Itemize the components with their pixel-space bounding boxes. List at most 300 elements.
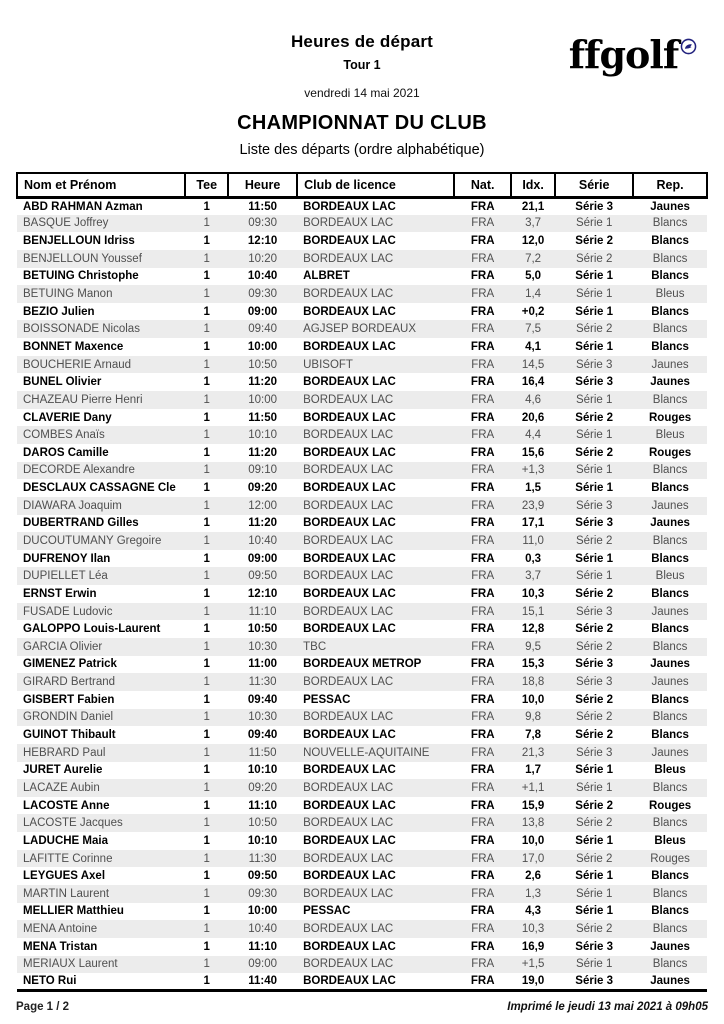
cell-nationality: FRA [470,200,495,213]
cell-time: 09:40 [247,693,278,706]
cell-time: 10:50 [248,358,278,371]
cell-nationality: FRA [470,376,495,389]
cell-club: PESSAC [303,693,351,706]
cell-index: 7,5 [525,323,542,336]
cell-club: BORDEAUX LAC [303,305,396,318]
cell-series: Série 1 [575,905,614,918]
table-row [17,462,707,480]
cell-club: PESSAC [303,905,351,918]
cell-club: BORDEAUX LAC [303,288,394,301]
cell-series: Série 1 [575,340,614,353]
cell-nationality: FRA [471,288,495,301]
cell-club: BORDEAUX LAC [303,570,394,583]
cell-tees-color: Jaunes [651,358,689,371]
cell-nationality: FRA [470,658,495,671]
cell-nationality: FRA [471,887,495,900]
cell-name: MARTIN Laurent [23,887,110,900]
cell-nationality: FRA [471,323,495,336]
cell-tees-color: Blancs [651,482,689,495]
cell-nationality: FRA [471,252,495,265]
cell-tee: 1 [203,464,210,477]
cell-tees-color: Blancs [651,235,689,248]
cell-club: BORDEAUX LAC [303,923,394,936]
cell-name: DUPIELLET Léa [23,570,108,583]
column-header-index: Idx. [511,173,555,197]
cell-index: +0,2 [521,305,545,318]
table-row [17,814,707,832]
cell-club: BORDEAUX LAC [303,781,394,794]
cell-name: DUCOUTUMANY Gregoire [23,534,162,547]
cell-time: 10:00 [248,393,278,406]
cell-tees-color: Blancs [651,305,689,318]
cell-series: Série 3 [575,605,613,618]
cell-time: 12:00 [248,499,278,512]
cell-tee: 1 [203,711,210,724]
cell-index: 12,0 [521,235,545,248]
document-footer [16,1001,708,1013]
cell-nationality: FRA [471,464,495,477]
table-row [17,956,707,974]
cell-tee: 1 [203,270,210,283]
cell-time: 11:00 [248,658,278,671]
cell-club: BORDEAUX LAC [303,482,396,495]
cell-tee: 1 [203,693,210,706]
event-subtitle: Liste des départs (ordre alphabétique) [239,142,485,158]
cell-nationality: FRA [470,446,495,459]
cell-club: BORDEAUX LAC [303,200,396,213]
cell-nationality: FRA [471,429,495,442]
cell-tee: 1 [203,817,210,830]
cell-tee: 1 [203,781,210,794]
cell-name: BEZIO Julien [23,305,95,318]
cell-index: 4,1 [525,340,542,353]
table-header-row [17,173,707,197]
table-row [17,744,707,762]
cell-club: BORDEAUX LAC [297,973,454,991]
cell-tee: 1 [203,870,210,883]
cell-tee: 1 [203,376,210,389]
cell-name: BASQUE Joffrey [23,217,109,230]
cell-tee: 1 [203,676,210,689]
cell-club: BORDEAUX LAC [303,252,394,265]
cell-tee: 1 [203,729,210,742]
cell-name: GISBERT Fabien [23,693,115,706]
cell-club: UBISOFT [303,358,353,371]
cell-nationality: FRA [470,905,495,918]
cell-series: Série 1 [575,393,613,406]
cell-tees-color: Blancs [651,587,689,600]
table-row [17,197,707,215]
cell-index: 21,3 [521,746,545,759]
cell-time: 11:20 [248,446,278,459]
cell-series: Série 3 [555,973,633,991]
cell-tee: 1 [203,852,210,865]
cell-club: BORDEAUX LAC [303,464,394,477]
cell-tees-color: Jaunes [650,376,690,389]
cell-name: HEBRARD Paul [23,746,106,759]
cell-club: BORDEAUX LAC [303,729,396,742]
cell-index: 10,3 [521,587,545,600]
cell-tees-color: Blancs [652,393,688,406]
cell-tees-color: Blancs [651,552,689,565]
cell-series: Série 3 [575,676,613,689]
cell-series: Série 2 [575,729,614,742]
cell-nationality: FRA [470,729,495,742]
cell-club: BORDEAUX LAC [303,834,396,847]
cell-time: 10:50 [247,623,278,636]
cell-club: TBC [303,640,327,653]
cell-time: 09:40 [247,729,278,742]
cell-index: 7,2 [525,252,542,265]
cell-index: 15,6 [521,446,545,459]
cell-club: BORDEAUX LAC [303,711,394,724]
cell-tees-color: Blancs [652,887,688,900]
cell-time: 12:10 [247,235,278,248]
cell-nationality: FRA [470,693,495,706]
cell-name: BENJELLOUN Youssef [23,252,142,265]
cell-time: 11:50 [248,200,278,213]
cell-tee: 1 [203,640,210,653]
cell-tee: 1 [203,482,210,495]
cell-tees-color: Blancs [652,217,688,230]
cell-index: +1,3 [521,464,545,477]
cell-time: 11:10 [248,940,278,953]
cell-nationality: FRA [470,517,495,530]
cell-tees-color: Blancs [651,693,689,706]
cell-club: BORDEAUX LAC [303,393,394,406]
cell-nationality: FRA [471,605,495,618]
cell-series: Série 3 [575,658,614,671]
cell-tee: 1 [203,393,210,406]
cell-name: LADUCHE Maia [23,834,108,847]
start-list-body [17,197,707,991]
cell-index: 4,3 [525,905,542,918]
cell-series: Série 1 [575,781,613,794]
cell-name: GRONDIN Daniel [23,711,114,724]
cell-time: 09:10 [248,464,278,477]
cell-index: 2,6 [525,870,542,883]
cell-club: BORDEAUX LAC [303,499,394,512]
cell-tees-color: Blancs [651,270,689,283]
table-row [17,320,707,338]
table-row [17,885,707,903]
column-header-tee: Tee [185,173,228,197]
cell-series: Série 1 [575,288,613,301]
cell-tees-color: Bleus [654,764,686,777]
cell-series: Série 2 [575,323,613,336]
cell-index: 9,5 [525,640,542,653]
cell-club: BORDEAUX LAC [303,887,394,900]
cell-time: 11:20 [248,376,278,389]
ffgolf-rooster-icon [680,38,697,55]
cell-tees-color: Blancs [651,623,689,636]
cell-tees-color: Jaunes [633,973,707,991]
cell-tees-color: Jaunes [651,499,689,512]
table-row [17,479,707,497]
cell-tees-color: Blancs [651,870,689,883]
cell-time: 10:30 [248,640,278,653]
table-row [17,903,707,921]
cell-series: Série 2 [575,235,614,248]
cell-tees-color: Rouges [648,446,692,459]
cell-index: 17,1 [521,517,545,530]
cell-nationality: FRA [471,676,495,689]
ffgolf-logo [558,24,708,86]
cell-index: 23,9 [521,499,545,512]
cell-time: 10:10 [248,429,278,442]
table-row [17,726,707,744]
cell-tee: 1 [203,905,210,918]
cell-name: NETO Rui [17,973,185,991]
cell-index: +1,1 [521,781,545,794]
cell-index: 1,7 [525,764,542,777]
cell-index: 0,3 [525,552,542,565]
cell-club: BORDEAUX LAC [303,870,396,883]
cell-series: Série 1 [575,429,613,442]
cell-name: BOUCHERIE Arnaud [23,358,132,371]
cell-tee: 1 [203,923,210,936]
cell-tees-color: Jaunes [650,517,690,530]
cell-time: 10:00 [247,905,278,918]
cell-nationality: FRA [454,973,511,991]
cell-series: Série 1 [575,887,613,900]
cell-time: 09:20 [248,781,278,794]
cell-tee: 1 [203,834,210,847]
cell-name: BUNEL Olivier [23,376,102,389]
cell-tee: 1 [203,605,210,618]
table-row [17,444,707,462]
column-header-name: Nom et Prénom [17,173,185,197]
table-row [17,532,707,550]
cell-name: LACAZE Aubin [23,781,100,794]
cell-nationality: FRA [470,270,495,283]
cell-tees-color: Blancs [651,340,689,353]
cell-name: GARCIA Olivier [23,640,103,653]
cell-time: 09:00 [248,958,278,971]
cell-series: Série 2 [575,623,614,636]
cell-series: Série 1 [575,305,614,318]
table-row [17,391,707,409]
cell-time: 10:30 [248,711,278,724]
cell-tee: 1 [203,799,210,812]
cell-time: 09:00 [247,305,278,318]
column-header-nationality: Nat. [454,173,511,197]
cell-series: Série 1 [575,552,614,565]
cell-series: Série 2 [575,693,614,706]
cell-time: 10:40 [247,270,278,283]
cell-series: Série 3 [575,517,614,530]
cell-club: BORDEAUX METROP [303,658,422,671]
cell-name: DUBERTRAND Gilles [23,517,139,530]
cell-tee: 1 [203,764,210,777]
cell-time: 10:50 [248,817,278,830]
cell-time: 09:50 [248,570,278,583]
cell-club: BORDEAUX LAC [303,623,396,636]
cell-index: 19,0 [511,973,555,991]
cell-nationality: FRA [470,411,495,424]
cell-series: Série 1 [575,270,614,283]
cell-nationality: FRA [471,217,495,230]
cell-time: 10:40 [248,534,278,547]
cell-tee: 1 [203,429,210,442]
cell-series: Série 2 [575,711,613,724]
cell-nationality: FRA [471,534,495,547]
cell-index: 1,4 [525,288,542,301]
cell-name: GIRARD Bertrand [23,676,116,689]
cell-club: NOUVELLE-AQUITAINE [303,746,430,759]
cell-index: 3,7 [525,570,542,583]
cell-series: Série 1 [575,464,613,477]
cell-series: Série 2 [575,817,613,830]
cell-nationality: FRA [471,817,495,830]
cell-name: DESCLAUX CASSAGNE Cle [23,482,176,495]
cell-time: 12:10 [247,587,278,600]
table-row [17,762,707,780]
cell-time: 09:30 [248,887,278,900]
cell-club: BORDEAUX LAC [303,446,396,459]
cell-tees-color: Blancs [651,729,689,742]
table-row [17,709,707,727]
cell-tee: 1 [203,323,210,336]
cell-time: 10:10 [247,764,278,777]
cell-index: 16,9 [521,940,545,953]
cell-series: Série 1 [575,764,614,777]
cell-name: MELLIER Matthieu [23,905,124,918]
cell-club: AGJSEP BORDEAUX [303,323,417,336]
cell-index: 20,6 [521,411,545,424]
cell-series: Série 3 [575,200,614,213]
cell-tees-color: Jaunes [650,658,690,671]
cell-club: BORDEAUX LAC [303,517,396,530]
cell-tees-color: Jaunes [651,605,689,618]
cell-series: Série 3 [575,376,614,389]
cell-nationality: FRA [470,623,495,636]
table-row [17,938,707,956]
cell-tee: 1 [203,446,210,459]
cell-tee: 1 [203,517,210,530]
column-header-tees-color: Rep. [633,173,707,197]
cell-time: 09:00 [247,552,278,565]
table-row [17,603,707,621]
cell-name: FUSADE Ludovic [23,605,113,618]
table-row [17,567,707,585]
cell-tees-color: Blancs [652,252,688,265]
cell-series: Série 1 [575,834,614,847]
table-row [17,426,707,444]
table-row [17,250,707,268]
cell-index: 15,1 [521,605,545,618]
cell-tees-color: Rouges [648,411,692,424]
cell-series: Série 1 [575,217,613,230]
cell-nationality: FRA [471,393,495,406]
cell-tees-color: Blancs [652,958,688,971]
table-row [17,356,707,374]
cell-nationality: FRA [470,764,495,777]
cell-nationality: FRA [470,482,495,495]
cell-index: 15,9 [521,799,545,812]
table-row [17,373,707,391]
cell-club: BORDEAUX LAC [303,217,394,230]
cell-series: Série 2 [575,411,614,424]
table-row [17,779,707,797]
table-row [17,920,707,938]
cell-time: 11:30 [248,852,277,865]
cell-club: BORDEAUX LAC [303,340,396,353]
table-row [17,620,707,638]
cell-time: 11:50 [248,411,278,424]
cell-nationality: FRA [470,552,495,565]
cell-club: BORDEAUX LAC [303,587,396,600]
cell-time: 09:30 [248,217,278,230]
cell-series: Série 1 [575,870,614,883]
cell-name: DUFRENOY Ilan [23,552,111,565]
table-row [17,285,707,303]
cell-series: Série 2 [575,446,614,459]
cell-series: Série 2 [575,587,614,600]
cell-name: MERIAUX Laurent [23,958,118,971]
cell-tee: 1 [203,570,210,583]
cell-series: Série 1 [575,570,613,583]
cell-tee: 1 [203,552,210,565]
cell-nationality: FRA [470,340,495,353]
column-header-series: Série [555,173,633,197]
cell-tee: 1 [203,200,210,213]
round-label: Tour 1 [343,58,381,72]
cell-index: 4,4 [525,429,542,442]
cell-series: Série 2 [575,923,613,936]
cell-index: 18,8 [521,676,545,689]
table-row [17,797,707,815]
cell-nationality: FRA [470,834,495,847]
table-row [17,973,707,991]
table-row [17,497,707,515]
cell-tee: 1 [203,958,210,971]
table-row [17,550,707,568]
table-row [17,691,707,709]
cell-club: BORDEAUX LAC [303,605,394,618]
cell-tee: 1 [203,358,210,371]
cell-name: JURET Aurelie [23,764,103,777]
cell-nationality: FRA [471,640,495,653]
cell-time: 09:30 [248,288,278,301]
cell-name: CLAVERIE Dany [23,411,112,424]
start-list-table [16,172,708,992]
cell-name: DAROS Camille [23,446,109,459]
cell-name: BETUING Manon [23,288,113,301]
cell-series: Série 3 [575,358,613,371]
cell-tees-color: Blancs [652,464,688,477]
cell-nationality: FRA [471,499,495,512]
cell-name: CHAZEAU Pierre Henri [23,393,143,406]
cell-tee: 1 [185,973,228,991]
event-title: CHAMPIONNAT DU CLUB [237,112,487,134]
cell-nationality: FRA [471,852,495,865]
cell-series: Série 3 [575,746,613,759]
cell-index: 1,3 [525,887,542,900]
cell-tee: 1 [203,623,210,636]
table-row [17,409,707,427]
cell-index: 17,0 [521,852,545,865]
cell-nationality: FRA [471,746,495,759]
cell-tee: 1 [203,587,210,600]
cell-club: BORDEAUX LAC [303,235,396,248]
table-row [17,673,707,691]
cell-name: ABD RAHMAN Azman [23,200,143,213]
cell-tee: 1 [203,340,210,353]
cell-tee: 1 [203,252,210,265]
table-row [17,515,707,533]
cell-tees-color: Blancs [652,817,688,830]
